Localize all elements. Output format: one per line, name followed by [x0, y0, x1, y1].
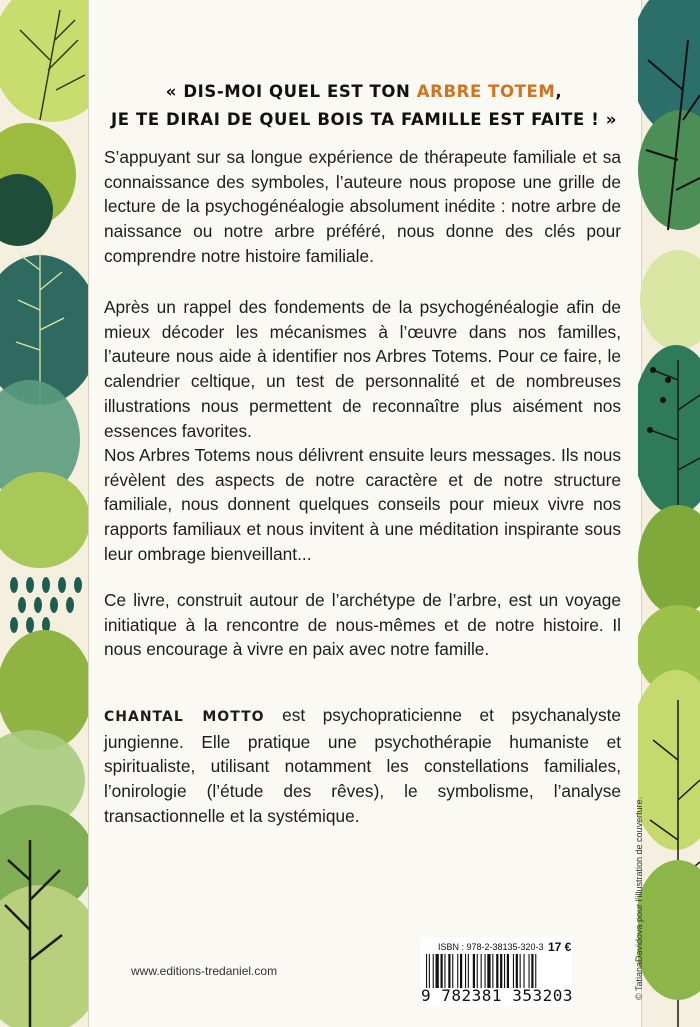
barcode-bar	[465, 954, 466, 988]
barcode-bar	[433, 954, 434, 988]
quote-line-1	[108, 78, 620, 106]
barcode-bar	[516, 954, 518, 988]
barcode-bar	[492, 954, 493, 988]
barcode-bar	[460, 954, 462, 988]
illustration-credit: © TatianaDavidova pour l’illustration de couverture.	[634, 796, 644, 1000]
barcode-bar	[457, 954, 458, 988]
headline-quote	[108, 78, 620, 134]
barcode-bar	[468, 954, 469, 988]
barcode-bar	[504, 954, 505, 988]
quote-highlight: ARBRE TOTEM	[416, 82, 556, 101]
paragraph-4: Ce livre, construit autour de l’archétype de l’arbre, est un voyage initiatique à la rencontre de nous-mêmes et de notre histoire. Il nous encourage à vivre en paix avec notre famille.	[104, 590, 621, 660]
paragraph-2: Après un rappel des fondements de la psychogénéalogie afin de mieux décoder les mécanismes à l’œuvre dans nos familles, l’auteure nous aide à identifier nos Arbres Totems. Pour ce faire, le calendrier celtique, un test de personnalité et de nombreuses illustrations nous permettent de reconnaître plus aisément nos essences favorites.	[104, 297, 621, 441]
barcode-bar	[436, 954, 439, 988]
quote-line-1-start: « DIS-MOI QUEL EST TON	[165, 82, 417, 101]
barcode-bar	[485, 954, 486, 988]
quote-line-2: JE TE DIRAI DE QUEL BOIS TA FAMILLE EST FAITE ! »	[111, 110, 617, 129]
barcode-bar	[473, 954, 475, 988]
isbn-number: ISBN : 978-2-38135-320-3	[438, 942, 544, 952]
barcode-bar	[513, 954, 514, 988]
barcode-bar	[529, 954, 530, 988]
barcode-bar	[448, 954, 450, 988]
barcode-bar	[452, 954, 453, 988]
barcode-bar	[429, 954, 430, 988]
barcode-bar	[444, 954, 445, 988]
paragraph-1: S’appuyant sur sa longue expérience de thérapeute familiale et sa connaissance des symboles, l’auteure nous propose une grille de lecture de la psychogénéalogie absolument inédite : notre arbre de naissance ou notre arbre préféré, nous donne des clés pour comprendre notre histoire familiale.	[104, 147, 621, 266]
quote-line-1-end: ,	[555, 82, 563, 101]
barcode-bar	[487, 954, 490, 988]
barcode-bar	[500, 954, 502, 988]
paragraph-3: Nos Arbres Totems nous délivrent ensuite leurs messages. Ils nous révèlent des aspects de notre caractère et de notre structure familiale, nous donnent quelques conseils pour mieux vivre nos rapports familiaux et nous invitent à une méditation inspirante sous leur ombrage bienveillant...	[104, 445, 621, 564]
barcode-image	[424, 954, 569, 988]
barcode-bar	[524, 954, 525, 988]
right-tree-illustration	[638, 0, 700, 1027]
barcode-bar	[496, 954, 498, 988]
publisher-website[interactable]: www.editions-tredaniel.com	[131, 964, 278, 978]
barcode-bar	[535, 954, 536, 988]
barcode-bar	[477, 954, 478, 988]
barcode-bar	[520, 954, 521, 988]
author-name: CHANTAL MOTTO	[104, 709, 265, 725]
barcode-bar	[531, 954, 533, 988]
barcode-bar	[426, 954, 427, 988]
barcode-number: 9 782381 353203	[421, 986, 573, 1005]
author-bio	[104, 703, 621, 829]
barcode-bar	[441, 954, 443, 988]
price-label: 17 €	[548, 940, 572, 954]
barcode-bar	[507, 954, 509, 988]
left-tree-illustration	[0, 0, 88, 1027]
author-bio-text: est psychopraticienne et psychanalyste jungienne. Elle pratique une psychothérapie humaniste et spiritualiste, utilisant notamment les constellations familiales, l’onirologie (l’étude des rêves), le symbolisme, l’analyse transactionnelle et la systémique.	[104, 705, 621, 826]
barcode-bar	[481, 954, 482, 988]
